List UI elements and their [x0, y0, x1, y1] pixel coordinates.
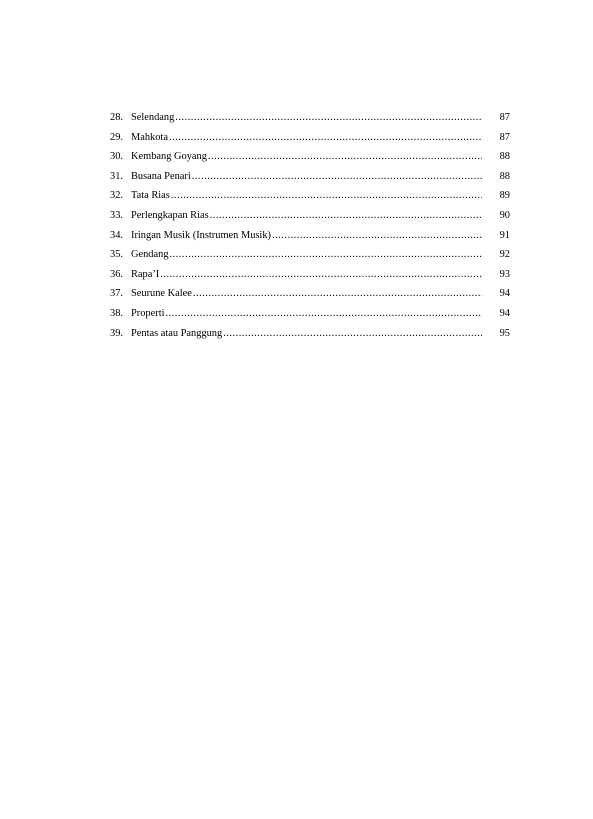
toc-entry-number: 34.	[110, 229, 123, 241]
dot-leader	[210, 206, 482, 226]
toc-entry-page: 88	[499, 151, 510, 163]
toc-entry[interactable]	[110, 284, 510, 304]
toc-entry-page: 94	[499, 288, 510, 300]
toc-entry-page: 87	[499, 112, 510, 123]
dot-leader	[272, 226, 482, 246]
dot-leader	[170, 245, 482, 265]
toc-entry[interactable]	[110, 304, 510, 324]
dot-leader	[192, 167, 482, 187]
dot-leader	[169, 128, 482, 148]
toc-entry-number: 28.	[110, 112, 123, 123]
toc-entry-page: 92	[499, 249, 510, 261]
toc-entry-title: Rapa’I	[131, 268, 160, 280]
toc-entry-title: Seurune Kalee	[131, 288, 192, 300]
dot-leader	[165, 304, 482, 324]
toc-entry-page: 93	[499, 268, 510, 280]
dot-leader	[223, 324, 482, 344]
toc-entry-number: 30.	[110, 151, 123, 163]
toc-entry[interactable]	[110, 108, 510, 128]
toc-entry[interactable]	[110, 206, 510, 226]
dot-leader	[160, 265, 482, 285]
toc-entry-title: Tata Rias	[131, 190, 170, 202]
toc-entry[interactable]	[110, 265, 510, 285]
toc-entry-title: Gendang	[131, 249, 169, 261]
toc-entry-number: 32.	[110, 190, 123, 202]
toc-entry-page: 94	[499, 307, 510, 319]
toc-entry-number: 31.	[110, 170, 123, 182]
toc-entry-page: 88	[499, 170, 510, 182]
toc-entry[interactable]	[110, 167, 510, 187]
dot-leader	[175, 108, 482, 128]
toc-entry[interactable]	[110, 226, 510, 246]
toc-entry-number: 36.	[110, 268, 123, 280]
toc-entry-page: 91	[499, 229, 510, 241]
toc-entry-title: Iringan Musik (Instrumen Musik)	[131, 229, 271, 241]
toc-entry-title: Busana Penari	[131, 170, 191, 182]
toc-entry-title: Kembang Goyang	[131, 151, 207, 163]
toc-entry-page: 87	[499, 131, 510, 143]
dot-leader	[193, 284, 482, 304]
toc-entry-page: 89	[499, 190, 510, 202]
toc-entry-number: 35.	[110, 249, 123, 261]
toc-entry-title: Pentas atau Panggung	[131, 327, 223, 339]
toc-entry-number: 33.	[110, 209, 123, 221]
dot-leader	[208, 147, 482, 167]
toc-entry[interactable]	[110, 186, 510, 206]
toc-entry[interactable]	[110, 147, 510, 167]
table-of-contents	[110, 108, 510, 343]
toc-entry-title: Mahkota	[131, 131, 168, 143]
toc-entry[interactable]	[110, 128, 510, 148]
toc-entry-title: Selendang	[131, 112, 175, 123]
toc-entry-number: 29.	[110, 131, 123, 143]
toc-entry-title: Properti	[131, 307, 165, 319]
toc-entry-page: 95	[499, 327, 510, 339]
toc-entry[interactable]	[110, 324, 510, 344]
toc-entry-number: 39.	[110, 327, 123, 339]
toc-entry-number: 37.	[110, 288, 123, 300]
toc-entry[interactable]	[110, 245, 510, 265]
dot-leader	[171, 186, 482, 206]
toc-entry-page: 90	[499, 209, 510, 221]
toc-entry-title: Perlengkapan Rias	[131, 209, 209, 221]
toc-entry-number: 38.	[110, 307, 123, 319]
